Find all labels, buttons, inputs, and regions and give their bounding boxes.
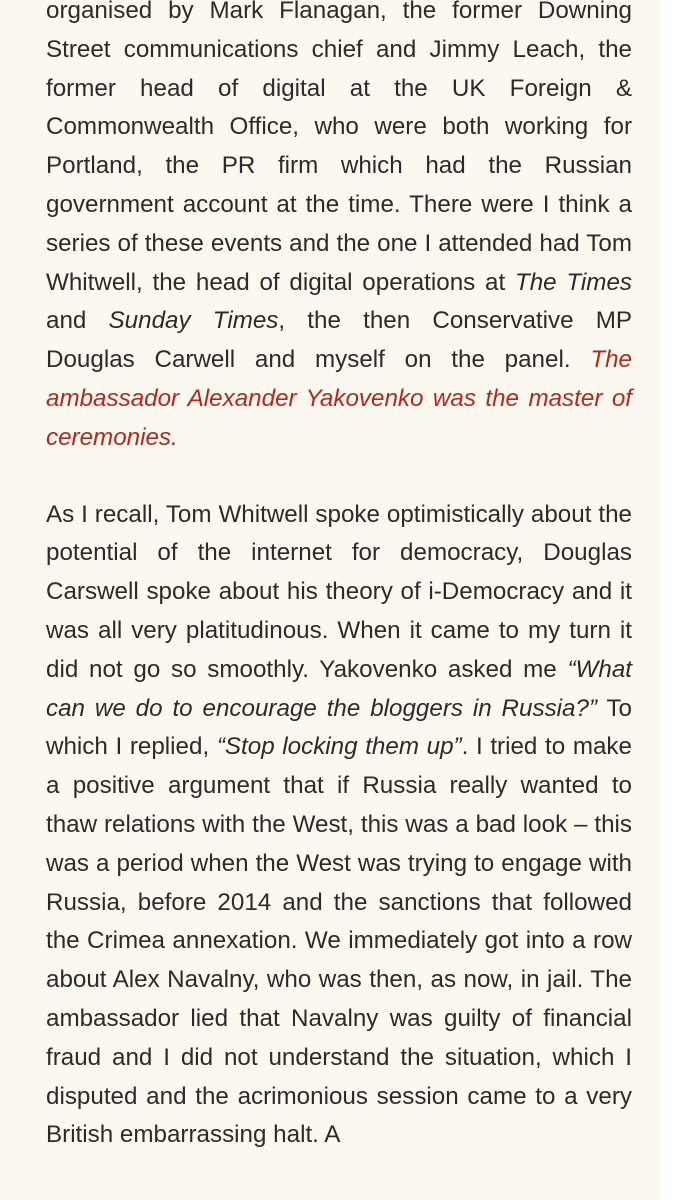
paragraph-2 [46,496,632,1156]
paragraph-1 [46,0,632,458]
page-margin [660,0,678,1200]
paragraph-2-text-reply: To which I replied, [46,694,632,761]
paragraph-1-text-and: and [46,307,109,335]
paragraph-1-text: organised by Mark Flanagan, the former Downing Street communications chief and Jimmy Leach, the former head of digital at the UK Foreign & Commonwealth Office, who were both working for Portland, the PR firm which had the Russian government account at the time. There were I think a series of these events and the one I attended had Tom Whitwell, the head of digital operations at [46,0,632,296]
quote-yakovenko: “What can we do to encourage the bloggers in Russia?” [46,655,632,722]
publication-sunday-times: Sunday Times [108,307,279,335]
quote-reply: “Stop locking them up” [216,733,462,761]
article-body [46,0,632,1155]
highlighted-quote: The ambassador Alexander Yakovenko was the master of ceremonies. [46,346,632,451]
publication-the-times: The Times [514,268,632,296]
paragraph-2-text-continued: . I tried to make a positive argument that if Russia really wanted to thaw relations with the West, this was a bad look – this was a period when the West was trying to engage with Russia, before 2014 and the sanctions that followed the Crimea annexation. We immediately got into a row about Alex Navalny, who was then, as now, in jail. The ambassador lied that Navalny was guilty of financial fraud and I did not understand the situation, which I disputed and the acrimonious session came to a very British embarrassing halt. A [46,733,632,1149]
paragraph-1-text-continued: , the then Conservative MP Douglas Carwell and myself on the panel. [46,307,632,374]
paragraph-2-text: As I recall, Tom Whitwell spoke optimistically about the potential of the internet for democracy, Douglas Carswell spoke about his theory of i-Democracy and it was all very platitudinous. When it came to my turn it did not go so smoothly. Yakovenko asked me [46,500,632,683]
